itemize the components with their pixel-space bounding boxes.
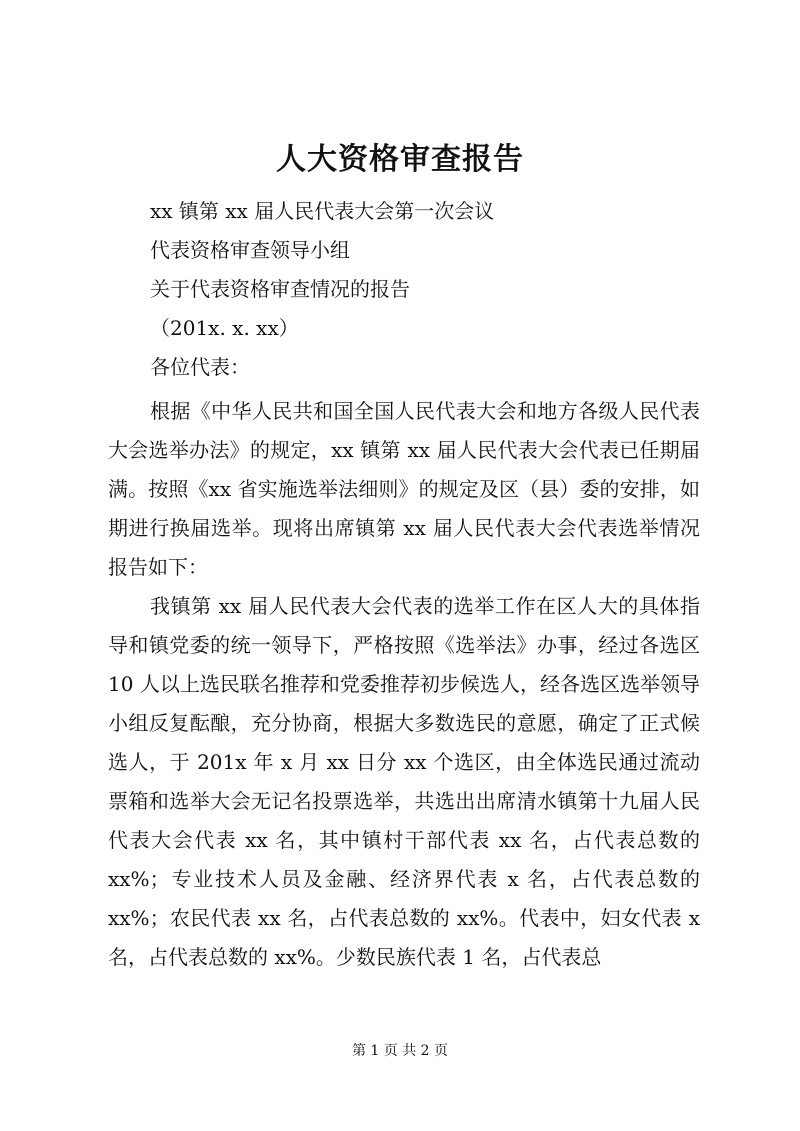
meeting-name-line: xx 镇第 xx 届人民代表大会第一次会议 (150, 199, 495, 223)
salutation-line: 各位代表： (150, 355, 250, 379)
report-date-line: （201x. x. xx） (150, 316, 299, 340)
report-subject-line: 关于代表资格审查情况的报告 (150, 277, 410, 301)
body-paragraph: 我镇第 xx 届人民代表大会代表的选举工作在区人大的具体指导和镇党委的统一领导下，严格按照《选举法》办事，经过各选区 10 人以上选民联名推荐和党委推荐初步候选人，经各选区选举领导小组反复酝酿，充分协商，根据大多数选民的意愿，确定了正式候选人，于 201x 年 x 月 xx 日分 xx 个选区，由全体选民通过流动票箱和选举大会无记名投票选举，共选出出席清水镇第十九届人民代表大会代表 xx 名，其中镇村干部代表 xx 名，占代表总数的 xx%；专业技术人员及金融、经济界代表 x 名，占代表总数的 xx%；农民代表 xx 名，占代表总数的 xx%。代表中，妇女代表 x 名，占代表总数的 xx%。少数民族代表 1 名，占代表总 (108, 594, 700, 969)
document-title: 人大资格审查报告 (276, 142, 524, 177)
page-footer: 第 1 页 共 2 页 (351, 1043, 449, 1059)
group-name-line: 代表资格审查领导小组 (150, 238, 350, 262)
body-paragraph: 根据《中华人民共和国全国人民代表大会和地方各级人民代表大会选举办法》的规定，xx 镇第 xx 届人民代表大会代表已任期届满。按照《xx 省实施选举法细则》的规定及区（县）委的安排，如期进行换届选举。现将出席镇第 xx 届人民代表大会代表选举情况报告如下： (108, 399, 700, 579)
